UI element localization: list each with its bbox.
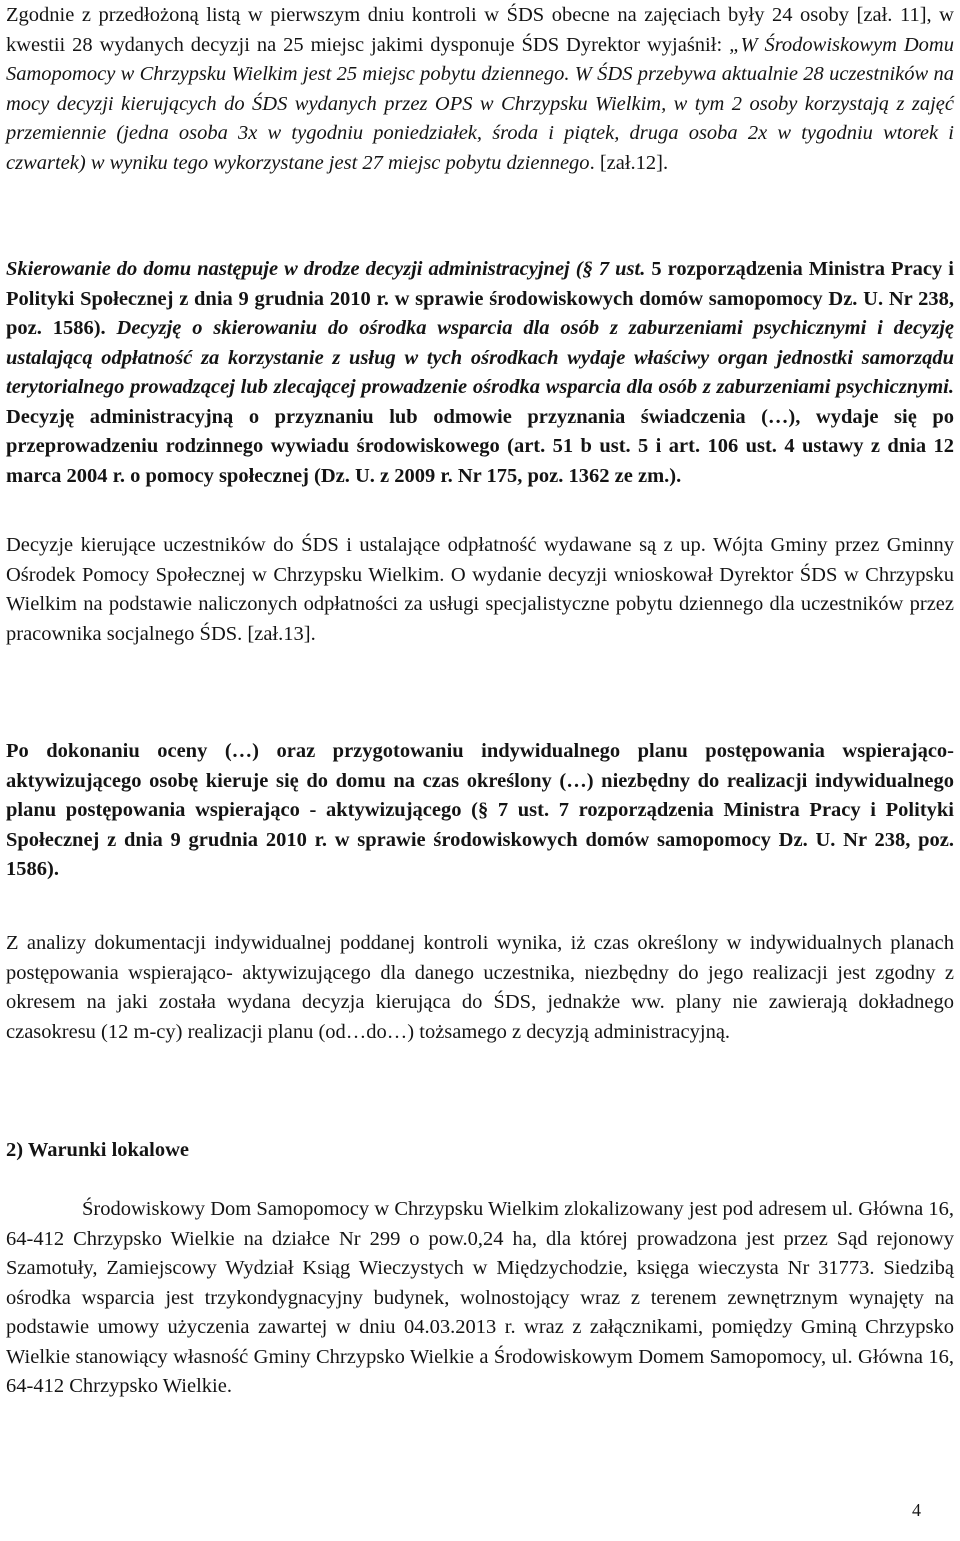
paragraph-legal-basis — [6, 255, 954, 491]
paragraph-attendance — [6, 1, 954, 178]
paragraph-assessment-rule: Po dokonaniu oceny (…) oraz przygotowaniu indywidualnego planu postępowania wspierająco-aktywizującego osobę kieruje się do domu na czas określony (…) niezbędny do realizacji indywidualnego planu postępowania wspierająco - aktywizującego (§ 7 ust. 7 rozporządzenia Ministra Pracy i Polityki Społecznej z dnia 9 grudnia 2010 r. w sprawie środowiskowych domów samopomocy Dz. U. Nr 238, poz. 1586). — [6, 740, 954, 880]
paragraph-text: . [zał.12]. — [589, 151, 669, 174]
paragraph-premises: Środowiskowy Dom Samopomocy w Chrzypsku Wielkim zlokalizowany jest pod adresem ul. Główna 16, 64-412 Chrzypsko Wielkie na działce Nr 299 o pow.0,24 ha, dla której prowadzona jest przez Sąd rejonowy Szamotuły, Zamiejscowy Wydział Ksiąg Wieczystych w Międzychodzie, księga wieczysta Nr 31773. Siedzibą ośrodka wsparcia jest trzykondygnacyjny budynek, wolnostojący wraz z terenem zewnętrznym wynajęty na podstawie umowy użyczenia zawartej w dniu 04.03.2013 r. wraz z załącznikami, pomiędzy Gminą Chrzypsko Wielkie stanowiący własność Gminy Chrzypsko Wielkie a Środowiskowym Domem Samopomocy, ul. Główna 16, 64-412 Chrzypsko Wielkie. — [6, 1198, 954, 1397]
legal-text-emphasis: Skierowanie do domu następuje w drodze decyzji administracyjnej (§ 7 ust. — [6, 258, 646, 280]
director-quote: „W Środowiskowym Domu Samopomocy w Chrzypsku Wielkim jest 25 miejsc pobytu dziennego. W ŚDS przebywa aktualnie 28 uczestników na mocy decyzji kierujących do ŚDS wydanych przez OPS w Chrzypsku Wielkim, w tym 2 osoby korzystają z zajęć przemiennie (jedna osoba 3x w tygodniu poniedziałek, środa i piątek, druga osoba 2x w tygodniu wtorek i czwartek) w wyniku tego wykorzystane jest 27 miejsc pobytu dziennego — [6, 33, 954, 174]
paragraph-text: Zgodnie z przedłożoną listą w pierwszym dniu kontroli w ŚDS obecne na zajęciach były 24 osoby [zał. 11], w kwestii 28 wydanych decyzji na 25 miejsc jakimi dysponuje ŚDS Dyrektor wyjaśnił: — [6, 4, 954, 56]
paragraph-analysis: Z analizy dokumentacji indywidualnej poddanej kontroli wynika, iż czas określony w indywidualnych planach postępowania wspierająco- aktywizującego dla danego uczestnika, niezbędny do jego realizacji jest zgodny z okresem na jaki została wydana decyzja kierująca do ŚDS, jednakże ww. plany nie zawierają dokładnego czasokresu (12 m-cy) realizacji planu (od…do…) tożsamego z decyzją administracyjną. — [6, 932, 954, 1043]
paragraph-decisions: Decyzje kierujące uczestników do ŚDS i ustalające odpłatność wydawane są z up. Wójta Gminy przez Gminny Ośrodek Pomocy Społecznej w Chrzypsku Wielkim. O wydanie decyzji wnioskował Dyrektor ŚDS w Chrzypsku Wielkim na podstawie naliczonych odpłatności za usługi specjalistyczne pobytu dziennego dla uczestników przez pracownika socjalnego ŚDS. [zał.13]. — [6, 534, 954, 645]
section-heading: 2) Warunki lokalowe — [6, 1139, 190, 1161]
legal-text-emphasis: Decyzję o skierowaniu do ośrodka wsparcia dla osób z zaburzeniami psychicznymi i decyzję ustalającą odpłatność za korzystanie z usług w tych ośrodkach wydaje właściwy organ jednostki samorządu terytorialnego prowadzącej lub zlecającej prowadzenie ośrodka wsparcia dla osób z zaburzeniami psychicznymi. — [6, 317, 954, 398]
legal-text: 5 rozporządzenia Ministra Pracy i Polityki Społecznej z dnia 9 grudnia 2010 r. w sprawie środowiskowych domów samopomocy Dz. U. Nr 238, poz. 1586). — [6, 258, 954, 339]
legal-text: Decyzję administracyjną o przyznaniu lub odmowie przyznania świadczenia (…), wydaje się po przeprowadzeniu rodzinnego wywiadu środowiskowego (art. 51 b ust. 5 i art. 106 ust. 4 ustawy z dnia 12 marca 2004 r. o pomocy społecznej (Dz. U. z 2009 r. Nr 175, poz. 1362 ze zm.). — [6, 405, 954, 487]
page-number: 4 — [912, 1500, 921, 1520]
